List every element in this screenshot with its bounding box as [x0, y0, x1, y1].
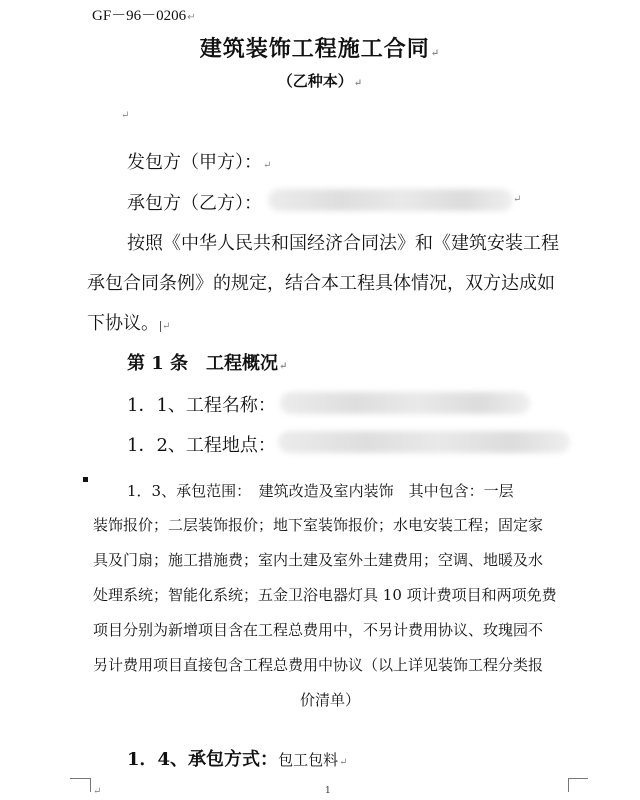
- paragraph-mark-icon: ↵: [339, 757, 348, 768]
- intro-line-2: 承包合同条例》的规定，结合本工程具体情况，双方达成如: [87, 273, 555, 294]
- redacted-project-location: [278, 431, 570, 453]
- document-subtitle: （乙种本）↵: [277, 72, 363, 90]
- paragraph-mark-icon: ↵: [93, 786, 102, 797]
- crop-mark-left: [70, 778, 91, 792]
- party-b-label: 承包方（乙方）：: [127, 193, 262, 214]
- project-name-label: 1．1、工程名称：: [127, 395, 276, 416]
- crop-mark-right-h: [568, 778, 588, 780]
- scope-line-2: 装饰报价；二层装饰报价；地下室装饰报价；水电安装工程；固定家: [93, 516, 544, 534]
- redacted-project-name: [280, 392, 530, 414]
- redacted-party-b: [268, 189, 513, 211]
- scope-line-4: 处理系统；智能化系统；五金卫浴电器灯具 10 项计费项目和两项免费: [93, 586, 557, 604]
- intro-line-3: 下协议。 ↵: [87, 313, 171, 334]
- scope-line-7: 价清单）: [300, 691, 361, 709]
- intro-line-1: 按照《中华人民共和国经济合同法》和《建筑安装工程: [127, 233, 559, 254]
- crop-mark-left-h: [70, 778, 90, 780]
- scope-line-6: 另计费用项目直接包含工程总费用中协议（以上详见装饰工程分类报: [93, 656, 544, 674]
- scope-line-5: 项目分别为新增项目含在工程总费用中，不另计费用协议、玫瑰园不: [93, 621, 544, 639]
- paragraph-mark-icon: ↵: [263, 160, 272, 171]
- contract-code: GF－96－0206↵: [92, 8, 196, 24]
- party-a-label: 发包方（甲方）：↵: [127, 152, 272, 173]
- contract-method: 1．4、承包方式：包工包料↵: [127, 749, 348, 770]
- paragraph-mark-icon: ↵: [353, 78, 363, 89]
- scope-line-1: 1．3、承包范围： 建筑改造及室内装饰 其中包含：一层: [127, 482, 514, 500]
- page-number: 1: [325, 786, 331, 796]
- paragraph-mark-icon: ↵: [279, 361, 288, 372]
- paragraph-mark-icon: ↵: [162, 321, 171, 332]
- paragraph-mark-icon: ↵: [187, 12, 196, 23]
- article-1-heading: 第 1 条 工程概况↵: [127, 353, 288, 374]
- paragraph-mark-icon: ↵: [513, 194, 522, 205]
- paragraph-mark-icon: ↵: [121, 110, 130, 121]
- paragraph-mark-icon: ↵: [430, 48, 441, 59]
- list-bullet: [83, 477, 88, 482]
- project-location-label: 1．2、工程地点：: [127, 435, 276, 456]
- crop-mark-right: [568, 778, 589, 792]
- document-title: 建筑装饰工程施工合同↵: [199, 36, 441, 62]
- scope-line-3: 具及门扇；施工措施费；室内土建及室外土建费用；空调、地暖及水: [93, 551, 544, 569]
